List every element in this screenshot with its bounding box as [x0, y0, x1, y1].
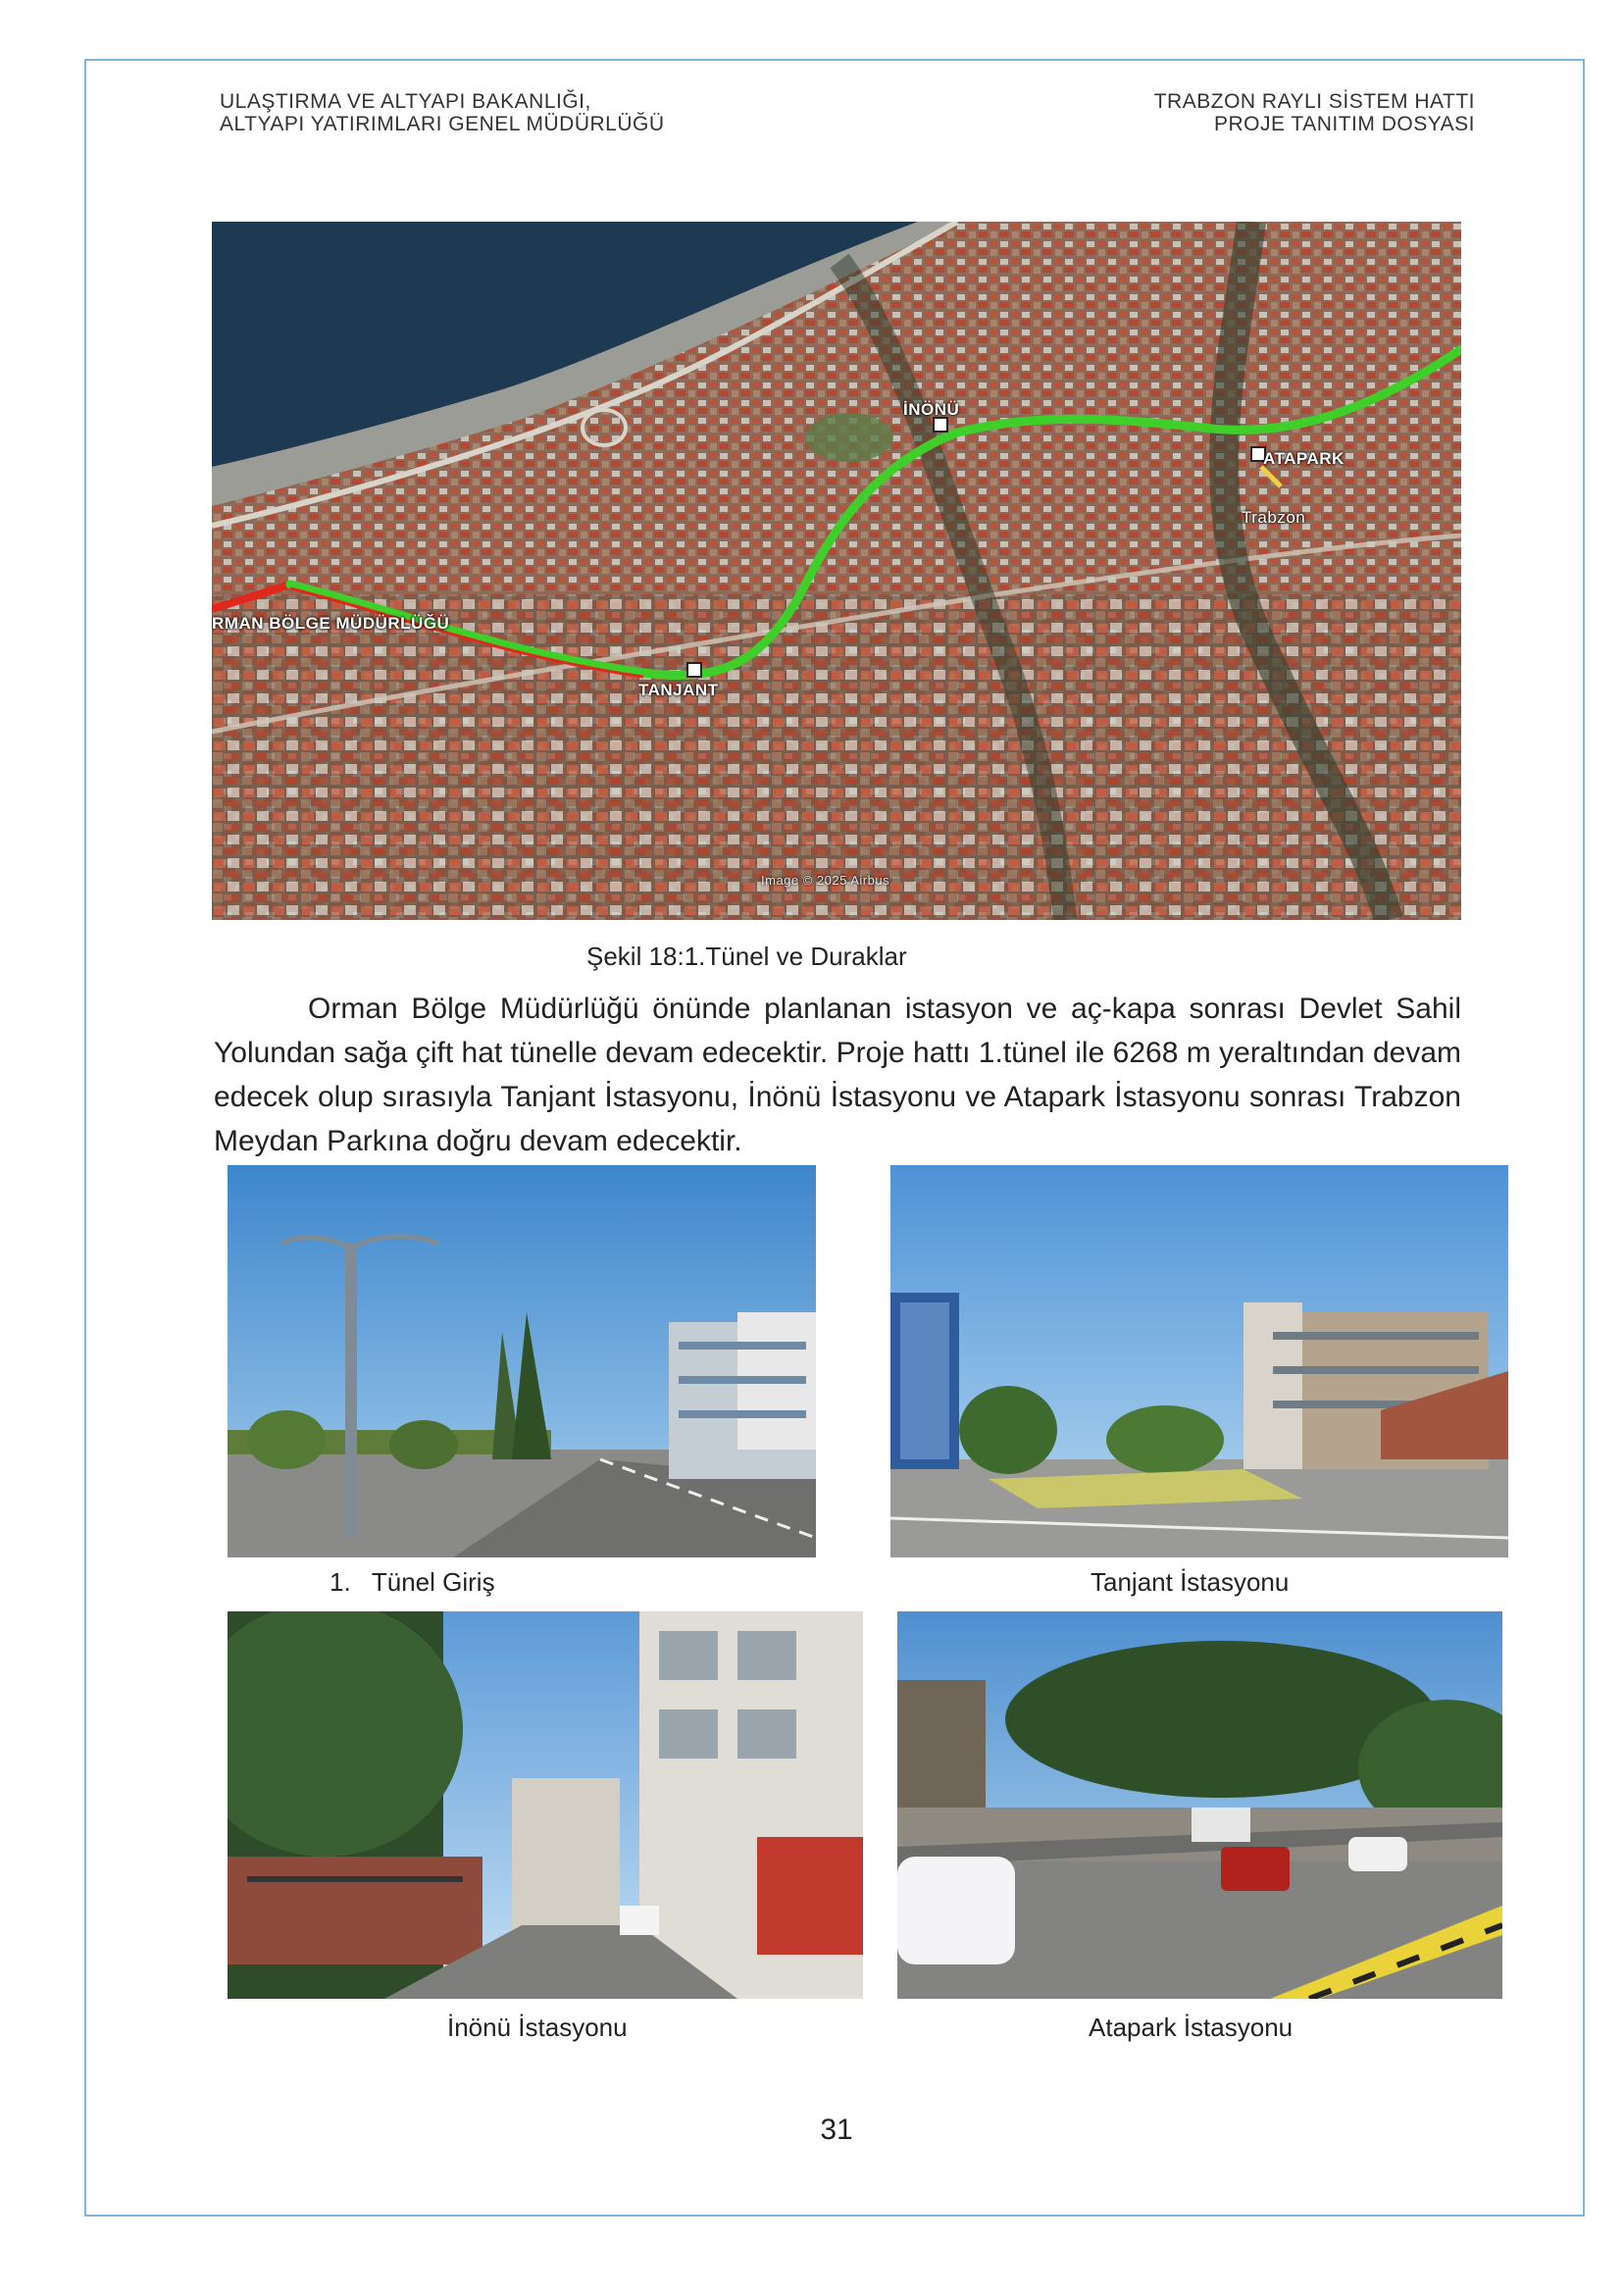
map-label-inonu: İNÖNÜ [903, 400, 960, 419]
map-label-trabzon: Trabzon [1242, 508, 1306, 527]
photo-atapark-station [897, 1611, 1502, 1999]
caption-tanjant-station: Tanjant İstasyonu [1091, 1567, 1290, 1597]
header-document-title: PROJE TANITIM DOSYASI [1213, 113, 1475, 135]
caption-inonu-station: İnönü İstasyonu [447, 2013, 628, 2042]
header-right [1154, 90, 1475, 135]
tanjant-station-image [890, 1165, 1508, 1557]
caption-tunnel-entry: 1. Tünel Giriş [330, 1567, 495, 1597]
caption-atapark-station: Atapark İstasyonu [1089, 2013, 1294, 2042]
inonu-station-image [228, 1611, 863, 1999]
header-ministry: ULAŞTIRMA VE ALTYAPI BAKANLIĞI, [220, 90, 591, 113]
page-number: 31 [820, 2114, 853, 2146]
header-directorate: ALTYAPI YATIRIMLARI GENEL MÜDÜRLÜĞÜ [220, 113, 665, 135]
header-left [220, 90, 665, 135]
body-paragraph [214, 987, 1461, 1163]
map-credit: Image © 2025 Airbus [761, 873, 890, 888]
map-label-atapark: ATAPARK [1263, 449, 1345, 468]
photo-tunnel-entry [228, 1165, 816, 1557]
figure-caption: Şekil 18:1.Tünel ve Duraklar [586, 942, 907, 971]
header-project-title: TRABZON RAYLI SİSTEM HATTI [1153, 90, 1475, 113]
photo-tanjant-station [890, 1165, 1508, 1557]
atapark-station-image [897, 1611, 1502, 1999]
tunnel-entry-image [228, 1165, 816, 1557]
map-label-orman: RMAN BÖLGE MÜDÜRLÜĞÜ [212, 614, 450, 633]
satellite-map [212, 222, 1461, 920]
satellite-map-image [212, 222, 1461, 920]
paragraph-text: Orman Bölge Müdürlüğü önünde planlanan istasyon ve aç-kapa sonrası Devlet Sahil Yolundan sağa çift hat tünelle devam edecektir. Proje hattı 1.tünel ile 6268 m yeraltından devam edecek olup sırasıyla Tanjant İstasyonu, İnönü İstasyonu ve Atapark İstasyonu sonrası Trabzon Meydan Parkına doğru devam edecektir. [214, 993, 1461, 1157]
photo-inonu-station [228, 1611, 863, 1999]
map-label-tanjant: TANJANT [638, 681, 719, 699]
